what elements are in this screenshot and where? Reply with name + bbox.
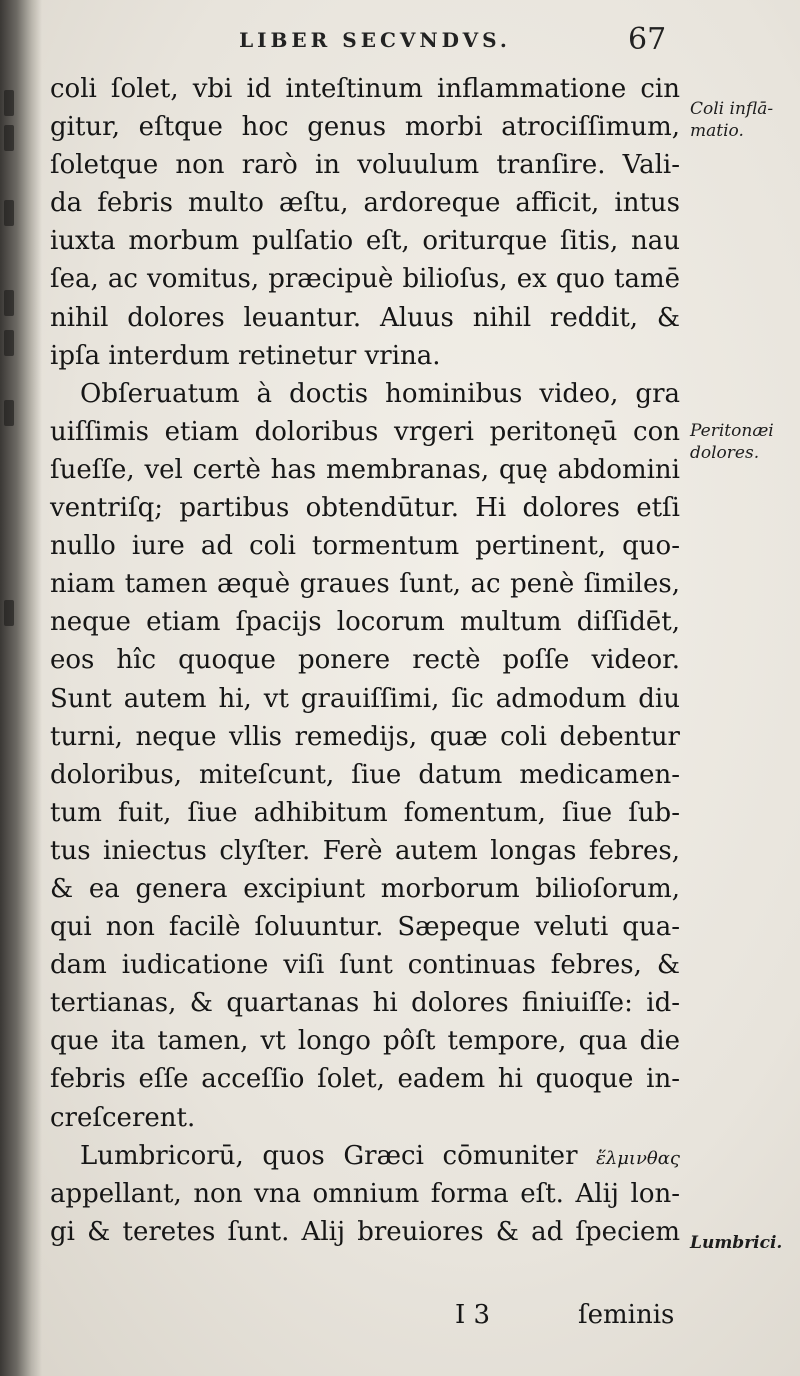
text-line: & ea genera excipiunt morborum bilioſorum, (50, 873, 680, 904)
text-line: gitur, eſtque hoc genus morbi atrociſſimum, (50, 112, 680, 143)
text-line: eos hîc quoque ponere rectè poſſe videor. (50, 645, 680, 676)
text-line: Obſeruatum à doctis hominibus video, gra (80, 378, 680, 409)
text-line: tus iniectus clyſter. Ferè autem longas febres, (50, 835, 680, 866)
text-line: da febris multo æſtu, ardoreque afficit, intus (50, 188, 680, 219)
text-line: creſcerent. (50, 1102, 196, 1133)
text-line: iuxta morbum pulſatio eſt, oriturque ſitis, nau (50, 226, 680, 257)
text-line: neque etiam ſpacijs locorum multum diſſidēt, (50, 607, 680, 638)
signature-mark: I 3 (455, 1300, 491, 1330)
text-line: ventriſq; partibus obtendūtur. Hi dolores etſi (50, 493, 680, 524)
text-line: ſea, ac vomitus, præcipuè bilioſus, ex quo tamē (50, 264, 680, 295)
text-line: tum fuit, ſiue adhibitum fomentum, ſiue ſub- (50, 797, 680, 828)
gutter-bleed-marks (4, 0, 24, 1376)
text-line: ipſa interdum retinetur vrina. (50, 340, 441, 371)
text-line: nihil dolores leuantur. Aluus nihil reddit, & (50, 302, 680, 333)
marginal-note-peritonaei: Peritonæi dolores. (690, 421, 774, 463)
text-line: niam tamen æquè graues ſunt, ac penè ſimiles, (50, 569, 680, 600)
text-line: appellant, non vna omnium forma eſt. Alij lon- (50, 1178, 680, 1209)
text-line: ſueſſe, vel certè has membranas, quę abdomini (50, 454, 680, 485)
marginal-note-lumbrici: Lumbrici. (690, 1233, 783, 1253)
text-line: nullo iure ad coli tormentum pertinent, quo- (50, 531, 680, 562)
text-line: doloribus, miteſcunt, ſiue datum medicamen- (50, 759, 680, 790)
body-text (50, 70, 680, 1251)
text-line: coli ſolet, vbi id inteſtinum inflammatione cin (50, 74, 680, 104)
catchword: ſeminis (578, 1300, 675, 1330)
text-line: uiſſimis etiam doloribus vrgeri peritonęū con (50, 416, 680, 447)
text-line: turni, neque vllis remedijs, quæ coli debentur (50, 721, 680, 752)
text-line: ſoletque non rarò in voluulum tranſire. Vali- (50, 150, 680, 181)
folio-number: 67 (628, 22, 667, 57)
marginal-note-coli: Coli inflā- matio. (690, 99, 774, 141)
text-line: que ita tamen, vt longo pôſt tempore, qua die (50, 1026, 680, 1057)
text-line-start: Lumbricorū, quos Græci cōmuniter (80, 1140, 578, 1171)
text-line: qui non facilè ſoluuntur. Sæpeque veluti qua- (50, 912, 680, 943)
greek-word: ἕλμινθας (596, 1147, 680, 1169)
text-line-with-greek (50, 1137, 680, 1175)
text-line: dam iudicatione viſi ſunt continuas febres, & (50, 950, 680, 981)
text-line: gi & teretes ſunt. Alij breuiores & ad ſpeciem (50, 1216, 680, 1247)
text-line: tertianas, & quartanas hi dolores finiuiſſe: id- (50, 988, 680, 1019)
running-title: LIBER SECVNDVS. (239, 28, 511, 52)
text-line: Sunt autem hi, vt grauiſſimi, ſic admodum diu (50, 683, 680, 714)
text-line: febris eſſe acceſſio ſolet, eadem hi quoque in- (50, 1064, 680, 1095)
